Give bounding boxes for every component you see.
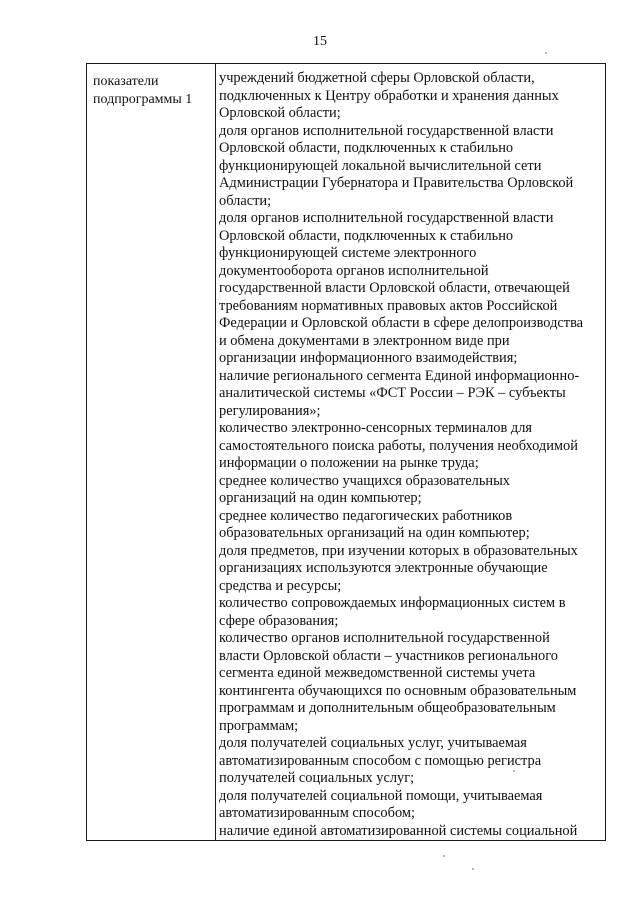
indicator-text-line: информации о положении на рынке труда; bbox=[219, 455, 479, 471]
indicator-text-line: сфере образования; bbox=[219, 612, 339, 629]
indicator-text-line: Орловской области; bbox=[219, 105, 341, 121]
indicator-text-line: области; bbox=[219, 192, 272, 209]
indicator-text-line: доля органов исполнительной государственной власти bbox=[219, 210, 554, 226]
indicator-text-line: количество органов исполнительной государственной bbox=[219, 630, 550, 646]
indicator-text-line: функционирующей системе электронного bbox=[219, 245, 477, 261]
indicator-text-line: организациях используются электронные обучающие bbox=[219, 560, 548, 576]
indicator-text-line: автоматизированным способом с помощью регистра bbox=[219, 752, 542, 769]
indicator-text-line: среднее количество педагогических работников bbox=[219, 507, 513, 524]
indicator-text-line: Орловской области, подключенных к стабильно bbox=[219, 227, 514, 244]
indicator-text-line: организации информационного взаимодействия; bbox=[219, 350, 518, 366]
indicator-text-line: доля предметов, при изучении которых в образовательных bbox=[219, 542, 578, 559]
scan-speck bbox=[545, 52, 547, 54]
indicator-text-line: среднее количество учащихся образовательных bbox=[219, 472, 510, 489]
indicator-text-line: доля получателей социальной помощи, учитываемая bbox=[219, 787, 543, 804]
indicator-text-line: аналитической системы «ФСТ России – РЭК – субъекты bbox=[219, 385, 566, 401]
indicator-text-line: учреждений бюджетной сферы Орловской области, bbox=[219, 70, 535, 86]
indicator-text-line: наличие регионального сегмента Единой информационно- bbox=[219, 367, 580, 384]
indicator-text-line: документооборота органов исполнительной bbox=[219, 262, 489, 279]
indicator-text-line: сегмента единой межведомственной системы учета bbox=[219, 665, 536, 681]
indicator-text-line: контингента обучающихся по основным образовательным bbox=[219, 682, 577, 699]
indicator-text-line: и обмена документами в электронном виде при bbox=[219, 332, 510, 349]
scan-speck bbox=[443, 855, 445, 857]
table-right-cell bbox=[219, 70, 605, 840]
indicator-text-line: Администрации Губернатора и Правительства Орловской bbox=[219, 175, 574, 191]
indicator-text-line: власти Орловской области – участников регионального bbox=[219, 647, 558, 664]
indicator-text-line: наличие единой автоматизированной системы социальной bbox=[219, 822, 578, 839]
indicator-text-line: автоматизированным способом; bbox=[219, 805, 415, 821]
indicator-text-line: подключенных к Центру обработки и хранения данных bbox=[219, 87, 559, 104]
indicator-text-line: доля органов исполнительной государственной власти bbox=[219, 122, 554, 139]
indicator-text-line: государственной власти Орловской области, отвечающей bbox=[219, 280, 570, 296]
scan-speck bbox=[513, 770, 515, 772]
column-divider bbox=[215, 64, 216, 840]
indicators-table bbox=[86, 63, 606, 841]
indicator-text-line: доля получателей социальных услуг, учитываемая bbox=[219, 735, 527, 751]
indicator-text-line: программам и дополнительным общеобразовательным bbox=[219, 700, 556, 716]
indicator-text-line: Орловской области, подключенных к стабильно bbox=[219, 140, 514, 156]
indicator-text-line: регулирования»; bbox=[219, 402, 321, 419]
indicator-text-line: требованиям нормативных правовых актов Российской bbox=[219, 297, 558, 314]
scan-speck bbox=[472, 868, 474, 870]
page-number: 15 bbox=[313, 34, 327, 49]
indicator-text-line: получателей социальных услуг; bbox=[219, 770, 415, 786]
indicator-text-line: самостоятельного поиска работы, получения необходимой bbox=[219, 437, 578, 454]
indicator-text-line: организаций на один компьютер; bbox=[219, 490, 422, 506]
indicator-text-line: количество электронно-сенсорных терминалов для bbox=[219, 420, 532, 436]
indicator-text-line: программам; bbox=[219, 717, 299, 734]
indicator-text-line: количество сопровождаемых информационных систем в bbox=[219, 595, 566, 611]
table-left-cell: показатели подпрограммы 1 bbox=[93, 74, 193, 107]
indicator-text-line: образовательных организаций на один компьютер; bbox=[219, 525, 530, 541]
indicator-text-line: функционирующей локальной вычислительной сети bbox=[219, 157, 542, 174]
indicator-text-line: средства и ресурсы; bbox=[219, 577, 342, 594]
indicator-text-line: Федерации и Орловской области в сфере делопроизводства bbox=[219, 315, 584, 331]
